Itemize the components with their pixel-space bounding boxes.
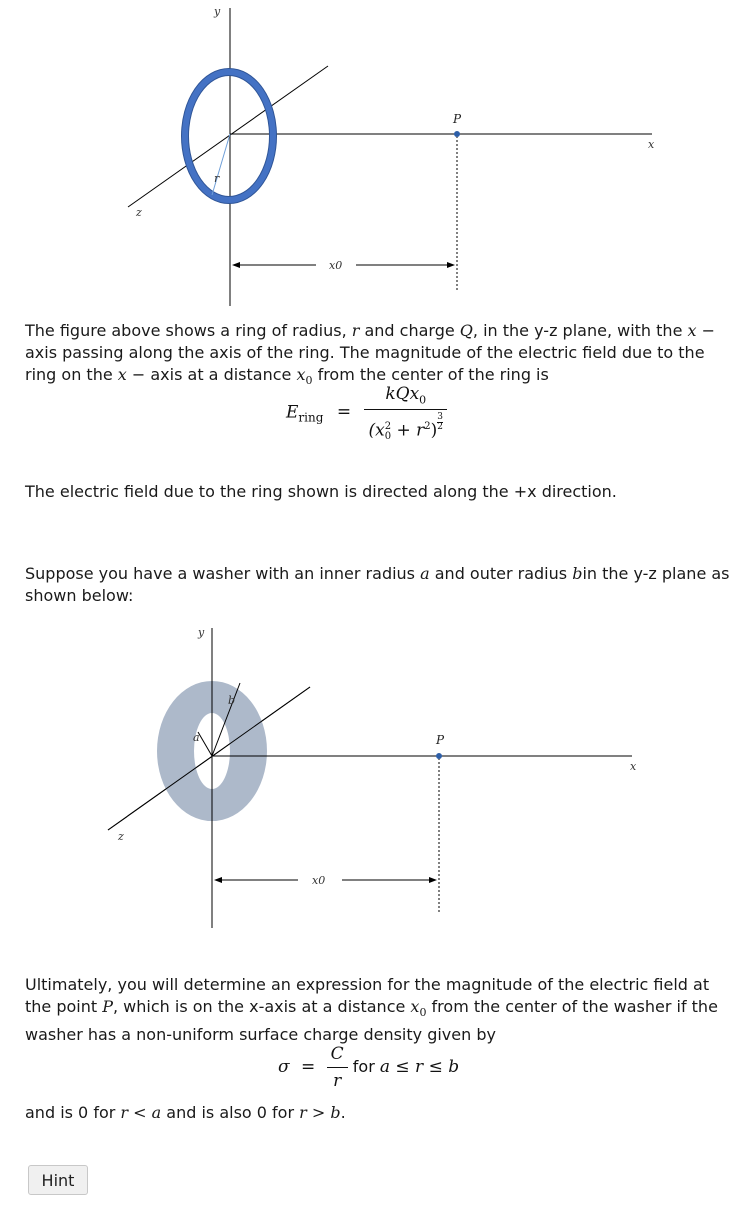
washer-description: Suppose you have a washer with an inner radius a and outer radius bin the y-z plane as shown below:: [25, 564, 730, 605]
y-axis-label-2: y: [198, 626, 205, 639]
y-axis-label: y: [214, 5, 221, 18]
charge-density-equation: σ = $\frac{C}{r}$ for a ≤ r ≤ b: [278, 1044, 460, 1091]
point-p-marker: [454, 131, 460, 137]
x0-arrowhead-right-2: [429, 877, 437, 883]
x0-label: x0: [329, 259, 343, 272]
hint-button[interactable]: Hint: [28, 1165, 88, 1195]
x-axis-label: x: [648, 138, 655, 151]
ring-field-equation: $E_{ring}$ = kQx$_0$ (x 2 0 + $r^2$) $\frac{3}{2}$: [286, 384, 447, 442]
z-axis: [128, 66, 328, 207]
task-description: Ultimately, you will determine an expression for the magnitude of the electric field at the point P, which is on the x-axis at a distance $x_0$ from the center of the washer if the washer has a non-uniform surface charge density given by: [25, 975, 718, 1045]
x0-label-2: x0: [312, 874, 326, 887]
ring-figure-axes: [128, 8, 652, 306]
var-Q: Q: [459, 321, 473, 340]
inner-radius-line: [198, 732, 212, 756]
ring-field-fraction: kQx$_0$ (x 2 0 + $r^2$) $\frac{3}{2}$: [364, 384, 447, 442]
var-x-b: x: [117, 365, 127, 384]
charge-density-fraction: $\frac{C}{r}$: [327, 1044, 348, 1091]
density-condition-text: and is 0 for r < a and is also 0 for r > b.: [25, 1103, 346, 1122]
ring-figure: [0, 0, 745, 310]
point-p-label: P: [453, 112, 462, 126]
ring-radius-line: [212, 134, 230, 195]
washer-figure: [0, 620, 745, 940]
radius-label: r: [214, 172, 220, 185]
field-direction-text: The electric field due to the ring shown is directed along the +x direction.: [25, 482, 617, 501]
x0-arrowhead-left-2: [214, 877, 222, 883]
outer-radius-label: b: [228, 694, 236, 707]
z-axis-label: z: [136, 206, 142, 219]
x-axis-label-2: x: [630, 760, 637, 773]
var-x0-2: x: [410, 997, 420, 1016]
point-p-marker-2: [436, 753, 442, 759]
var-x: x: [687, 321, 697, 340]
point-p-label-2: P: [436, 733, 445, 747]
z-axis-label-2: z: [118, 830, 124, 843]
ring-description: The figure above shows a ring of radius, r and charge Q, in the y-z plane, with the x − axis passing along the axis of the ring. The magnitude of the electric field due to the ring on the x − axis at a distance $x_0$ from the center of the ring is: [25, 321, 716, 388]
var-x0: x: [296, 365, 306, 384]
inner-radius-label: a: [193, 731, 200, 744]
var-a: a: [420, 564, 430, 583]
var-b: b: [572, 564, 583, 583]
var-P: P: [102, 997, 113, 1016]
x0-arrowhead-right: [447, 262, 455, 268]
var-r: r: [351, 321, 360, 340]
x0-arrowhead-left: [232, 262, 240, 268]
